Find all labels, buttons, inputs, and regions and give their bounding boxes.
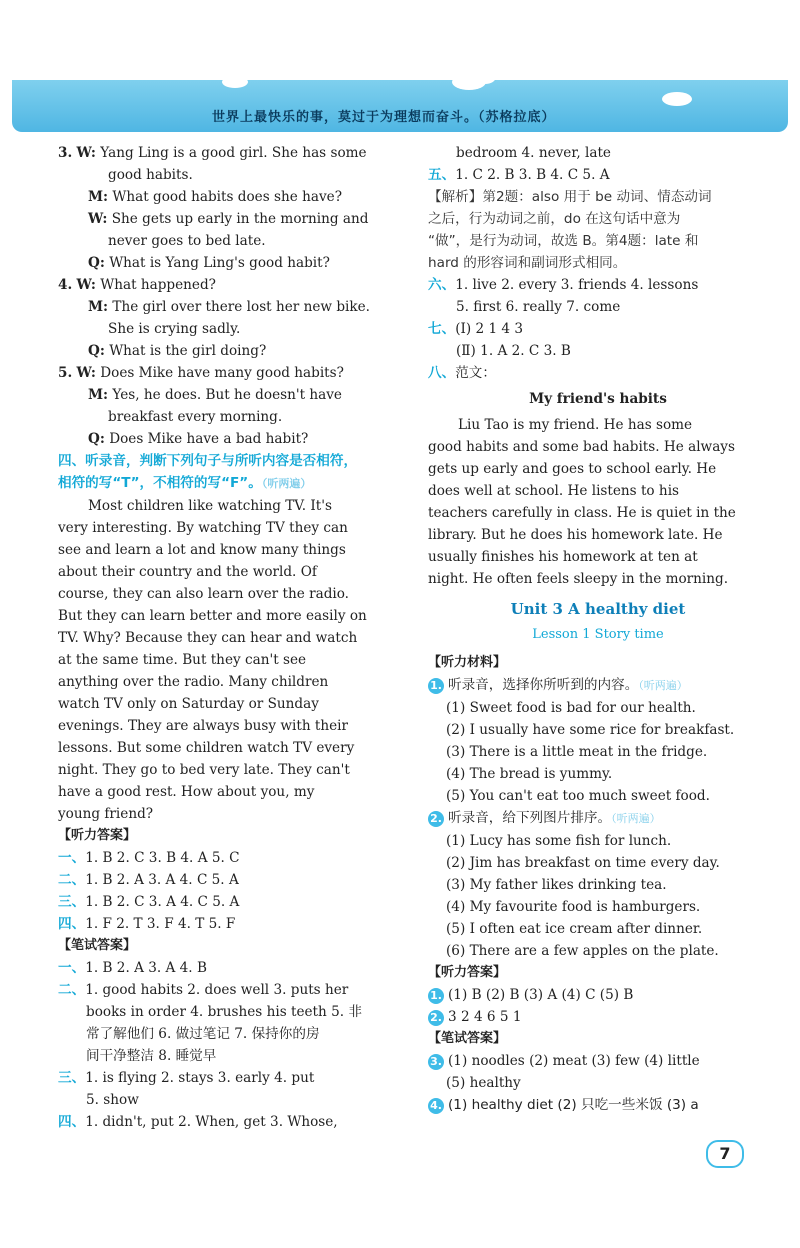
listening-item: (2) I usually have some rice for breakfast. <box>446 722 735 738</box>
dialog-text: Yang Ling is a good girl. She has some <box>100 145 367 161</box>
essay-line: library. But he does his homework late. He <box>428 527 723 543</box>
answer-text: 常了解他们 6. 做过笔记 7. 保持你的房 <box>86 1026 320 1042</box>
answer-text: bedroom 4. never, late <box>456 145 611 161</box>
answer-text: 1. B 2. C 3. B 4. A 5. C <box>85 850 240 866</box>
passage-line: evenings. They are always busy with their <box>58 718 349 734</box>
dialog-text: She is crying sadly. <box>108 321 241 337</box>
cloud-decoration <box>222 76 248 88</box>
answer-line <box>428 340 768 362</box>
passage-line: anything over the radio. Many children <box>58 674 329 690</box>
dialog-number: 3. <box>58 145 73 161</box>
written-answers-heading: 【笔试答案】 <box>428 1031 507 1046</box>
q2-heading: 2. 听录音，给下列图片排序。（听两遍） <box>428 807 768 830</box>
answer-2: 2. 3 2 4 6 5 1 <box>428 1006 768 1028</box>
answer-4: 4. (1) healthy diet (2) 只吃一些米饭 (3) a <box>428 1094 768 1116</box>
listening-item: (6) There are a few apples on the plate. <box>446 943 719 959</box>
passage-line: about their country and the world. Of <box>58 564 317 580</box>
essay-line: usually finishes his homework at ten at <box>428 549 698 565</box>
essay-line: teachers carefully in class. He is quiet in the <box>428 505 736 521</box>
answer-line <box>58 1089 398 1111</box>
q1-heading: 1. 听录音，选择你所听到的内容。（听两遍） <box>428 674 768 697</box>
passage-line: lessons. But some children watch TV every <box>58 740 355 756</box>
listening-item: (4) My favourite food is hamburgers. <box>446 899 701 915</box>
listening-item: (3) There is a little meat in the fridge. <box>446 744 708 760</box>
dialog-line <box>58 362 398 384</box>
question-number-badge: 2. <box>428 1010 444 1026</box>
listen-answers <box>58 847 398 935</box>
written-answers <box>58 957 398 1133</box>
speaker-label: M: <box>88 189 109 205</box>
answer-line <box>428 164 768 186</box>
answer-line <box>58 891 398 913</box>
answer-text: 1. is flying 2. stays 3. early 4. put <box>85 1070 315 1086</box>
banner-motto: 世界上最快乐的事，莫过于为理想而奋斗。（苏格拉底） <box>212 110 556 125</box>
dialog-text: What is Yang Ling's good habit? <box>109 255 330 271</box>
section4-heading: 四、听录音，判断下列句子与所听内容是否相符， <box>58 453 358 469</box>
analysis-line: hard 的形容词和副词形式相同。 <box>428 255 627 271</box>
section8-heading: 八、范文： <box>428 365 496 381</box>
section-number: 六、 <box>428 277 456 293</box>
analysis-note <box>428 186 768 274</box>
speaker-label: W: <box>76 365 96 381</box>
passage-line: have a good rest. How about you, my <box>58 784 315 800</box>
section-number: 三、 <box>58 894 86 910</box>
section-number: 一、 <box>58 850 86 866</box>
analysis-line: 【解析】第2题：also 用于 be 动词、情态动词 <box>428 189 712 205</box>
answer-text: 间干净整洁 8. 睡觉早 <box>86 1048 217 1064</box>
essay-title: My friend's habits <box>529 391 667 407</box>
lesson-title: Lesson 1 Story time <box>532 627 664 642</box>
analysis-line: 之后，行为动词之前，do 在这句话中意为 <box>428 211 681 227</box>
listening-item: (5) You can't eat too much sweet food. <box>446 788 710 804</box>
listening-item: (3) My father likes drinking tea. <box>446 877 667 893</box>
answer-line <box>428 296 768 318</box>
answer-line <box>58 1111 398 1133</box>
answer-1: 1. (1) B (2) B (3) A (4) C (5) B <box>428 984 768 1006</box>
section7-answers <box>428 318 768 362</box>
dialog-line <box>58 318 398 340</box>
answer-line <box>58 957 398 979</box>
dialog-text: good habits. <box>108 167 193 183</box>
passage-line: watch TV only on Saturday or Sunday <box>58 696 319 712</box>
dialogs <box>58 142 398 450</box>
essay-line: gets up early and goes to school early. He <box>428 461 717 477</box>
answer-text: 1. B 2. A 3. A 4. C 5. A <box>85 872 239 888</box>
dialog-line <box>58 428 398 450</box>
question-number-badge: 1. <box>428 988 444 1004</box>
dialog-text: never goes to bed late. <box>108 233 266 249</box>
passage-line: at the same time. But they can't see <box>58 652 307 668</box>
listen-answers-heading: 【听力答案】 <box>428 965 507 980</box>
dialog-text: The girl over there lost her new bike. <box>112 299 370 315</box>
section-number: 四、 <box>58 916 86 932</box>
listening-item: (2) Jim has breakfast on time every day. <box>446 855 720 871</box>
answer-text: (Ⅱ) 1. A 2. C 3. B <box>456 343 571 359</box>
answer-line <box>58 1023 398 1045</box>
cloud-decoration <box>474 70 496 84</box>
answer-text: 1. good habits 2. does well 3. puts her <box>85 982 349 998</box>
answer-line <box>58 1067 398 1089</box>
answer-3: 3. (1) noodles (2) meat (3) few (4) little <box>428 1050 768 1072</box>
dialog-line <box>58 252 398 274</box>
speaker-label: Q: <box>88 343 105 359</box>
model-essay <box>428 414 768 590</box>
dialog-line <box>58 142 398 164</box>
essay-line: does well at school. He listens to his <box>428 483 680 499</box>
answer-text: (Ⅰ) 2 1 4 3 <box>455 321 524 337</box>
dialog-text: What good habits does she have? <box>112 189 342 205</box>
answer-text: 1. live 2. every 3. friends 4. lessons <box>455 277 699 293</box>
answer-line <box>58 1001 398 1023</box>
section-number: 五、 <box>428 167 456 183</box>
answer-text: 5. show <box>86 1092 139 1108</box>
answer-text: 1. B 2. C 3. A 4. C 5. A <box>85 894 240 910</box>
dialog-line <box>58 230 398 252</box>
essay-line: night. He often feels sleepy in the morning. <box>428 571 729 587</box>
answer-3-cont: (5) healthy <box>446 1075 521 1091</box>
listening-item: (1) Lucy has some fish for lunch. <box>446 833 672 849</box>
materials-heading: 【听力材料】 <box>428 655 507 670</box>
dialog-line <box>58 186 398 208</box>
section-number: 二、 <box>58 872 86 888</box>
header-banner <box>12 80 788 132</box>
dialog-line <box>58 274 398 296</box>
answer-text: books in order 4. brushes his teeth 5. 非 <box>86 1004 362 1020</box>
passage-line: young friend? <box>58 806 154 822</box>
section-number: 二、 <box>58 982 86 998</box>
essay-line: good habits and some bad habits. He always <box>428 439 735 455</box>
section-number: 七、 <box>428 321 456 337</box>
speaker-label: W: <box>88 211 108 227</box>
section4-heading-2: 相符的写“T”，不相符的写“F”。（听两遍） <box>58 475 312 491</box>
listen-answers-heading: 【听力答案】 <box>58 828 137 843</box>
dialog-number: 4. <box>58 277 73 293</box>
listening-item: (4) The bread is yummy. <box>446 766 613 782</box>
written-answers-heading: 【笔试答案】 <box>58 938 137 953</box>
question-number-badge: 3. <box>428 1054 444 1070</box>
essay-line: Liu Tao is my friend. He has some <box>458 417 693 433</box>
dialog-text: What happened? <box>100 277 216 293</box>
q2-items <box>428 830 768 962</box>
left-column <box>58 142 398 1133</box>
answer-line <box>428 318 768 340</box>
answers-continued <box>428 142 768 186</box>
answer-line <box>58 1045 398 1067</box>
question-number-badge: 2. <box>428 811 444 827</box>
q1-items <box>428 697 768 807</box>
question-number-badge: 1. <box>428 678 444 694</box>
section6-answers <box>428 274 768 318</box>
dialog-line <box>58 164 398 186</box>
dialog-text: breakfast every morning. <box>108 409 283 425</box>
dialog-text: Does Mike have a bad habit? <box>109 431 309 447</box>
listening-passage <box>58 495 398 825</box>
answer-line <box>428 142 768 164</box>
listening-item: (5) I often eat ice cream after dinner. <box>446 921 703 937</box>
passage-line: night. They go to bed very late. They can't <box>58 762 350 778</box>
speaker-label: M: <box>88 299 109 315</box>
section-number: 三、 <box>58 1070 86 1086</box>
dialog-text: What is the girl doing? <box>109 343 267 359</box>
analysis-line: “做”，是行为动词，故选 B。第4题：late 和 <box>428 233 699 249</box>
page-number: 7 <box>706 1140 744 1168</box>
cloud-decoration <box>662 92 692 106</box>
passage-line: But they can learn better and more easily on <box>58 608 367 624</box>
answer-text: 5. first 6. really 7. come <box>456 299 621 315</box>
dialog-line <box>58 208 398 230</box>
section-number: 一、 <box>58 960 86 976</box>
answer-text: 1. F 2. T 3. F 4. T 5. F <box>85 916 236 932</box>
speaker-label: W: <box>76 277 96 293</box>
dialog-text: Does Mike have many good habits? <box>100 365 344 381</box>
dialog-line <box>58 296 398 318</box>
answer-text: 1. B 2. A 3. A 4. B <box>85 960 207 976</box>
right-column <box>428 142 768 1116</box>
speaker-label: W: <box>76 145 96 161</box>
dialog-line <box>58 406 398 428</box>
answer-text: 1. C 2. B 3. B 4. C 5. A <box>455 167 610 183</box>
listening-item: (1) Sweet food is bad for our health. <box>446 700 696 716</box>
dialog-text: She gets up early in the morning and <box>111 211 369 227</box>
answer-line <box>58 979 398 1001</box>
speaker-label: Q: <box>88 255 105 271</box>
answer-line <box>428 274 768 296</box>
passage-line: TV. Why? Because they can hear and watch <box>58 630 358 646</box>
answer-text: 1. didn't, put 2. When, get 3. Whose, <box>85 1114 338 1130</box>
speaker-label: M: <box>88 387 109 403</box>
passage-line: very interesting. By watching TV they can <box>58 520 348 536</box>
unit-title: Unit 3 A healthy diet <box>510 600 686 618</box>
section-number: 四、 <box>58 1114 86 1130</box>
dialog-text: Yes, he does. But he doesn't have <box>112 387 342 403</box>
passage-line: course, they can also learn over the radio. <box>58 586 350 602</box>
dialog-line <box>58 340 398 362</box>
dialog-number: 5. <box>58 365 73 381</box>
speaker-label: Q: <box>88 431 105 447</box>
question-number-badge: 4. <box>428 1098 444 1114</box>
answer-line <box>58 869 398 891</box>
answer-line <box>58 847 398 869</box>
passage-line: see and learn a lot and know many things <box>58 542 346 558</box>
answer-line <box>58 913 398 935</box>
passage-line: Most children like watching TV. It's <box>88 498 332 514</box>
dialog-line <box>58 384 398 406</box>
